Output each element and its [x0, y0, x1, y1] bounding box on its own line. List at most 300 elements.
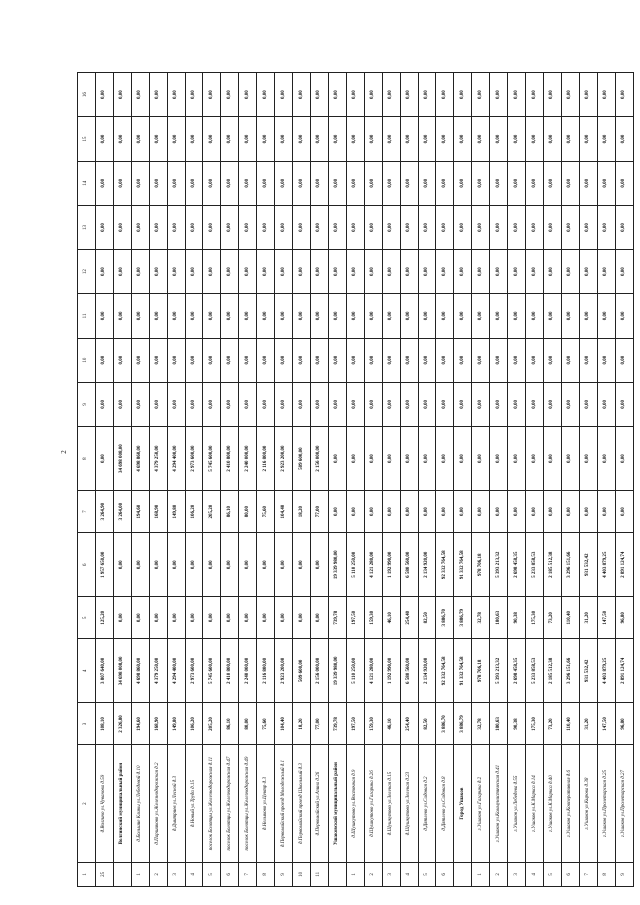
value-cell: 0,00 — [257, 294, 275, 338]
value-cell: 0,00 — [615, 73, 633, 117]
value-cell: 0,00 — [346, 338, 364, 382]
row-index-cell: 5 — [543, 862, 561, 886]
value-cell: 931 532,42 — [579, 533, 597, 597]
column-header: 1 — [78, 862, 96, 886]
value-cell: 3 886,70 — [436, 597, 454, 639]
rotated-table-area — [77, 72, 633, 887]
value-cell: 82,50 — [418, 703, 436, 745]
value-cell: 0,00 — [526, 117, 544, 161]
value-cell: 31,20 — [579, 703, 597, 745]
table-row — [400, 73, 418, 887]
row-index-cell — [454, 862, 472, 886]
value-cell: 0,00 — [490, 491, 508, 533]
value-cell: 0,00 — [167, 117, 185, 161]
value-cell: 0,00 — [346, 161, 364, 205]
value-cell: 31,20 — [579, 597, 597, 639]
value-cell: 0,00 — [382, 382, 400, 426]
value-cell: 0,00 — [454, 205, 472, 249]
value-cell: 0,00 — [490, 294, 508, 338]
address-cell: д.Первомайский проезд Школьный д.3 — [293, 745, 311, 862]
value-cell: 168,90 — [149, 703, 167, 745]
value-cell: 0,00 — [113, 205, 131, 249]
value-cell: 0,00 — [328, 382, 346, 426]
value-cell: 2 410 800,00 — [221, 639, 239, 703]
value-cell: 32,78 — [472, 597, 490, 639]
value-cell: 0,00 — [203, 382, 221, 426]
value-cell: 0,00 — [597, 294, 615, 338]
table-row — [364, 73, 382, 887]
value-cell: 197,50 — [346, 597, 364, 639]
value-cell: 2 410 800,00 — [221, 426, 239, 490]
row-index-cell — [113, 862, 131, 886]
value-cell: 0,00 — [615, 491, 633, 533]
value-cell: 0,00 — [490, 250, 508, 294]
value-cell: 0,00 — [328, 161, 346, 205]
value-cell: 3 264,90 — [95, 491, 113, 533]
value-cell: 0,00 — [382, 205, 400, 249]
value-cell: 0,00 — [400, 161, 418, 205]
value-cell: 0,00 — [436, 338, 454, 382]
value-cell: 0,00 — [221, 161, 239, 205]
value-cell: 0,00 — [328, 426, 346, 490]
value-cell: 6 580 560,00 — [400, 639, 418, 703]
row-index-cell: 11 — [310, 862, 328, 886]
row-index-cell: 4 — [185, 862, 203, 886]
value-cell: 2 185 512,38 — [543, 639, 561, 703]
address-cell: г.Ушаков ул.К.Маркса д.14 — [526, 745, 544, 862]
value-cell: 2 185 512,38 — [543, 533, 561, 597]
value-cell: 2 240 000,00 — [239, 639, 257, 703]
value-cell: 0,00 — [328, 205, 346, 249]
value-cell: 0,00 — [239, 294, 257, 338]
value-cell: 0,00 — [382, 117, 400, 161]
value-cell: 73,20 — [543, 597, 561, 639]
value-cell: 0,00 — [364, 294, 382, 338]
value-cell: 0,00 — [221, 533, 239, 597]
value-cell: 0,00 — [364, 73, 382, 117]
row-index-cell: 10 — [293, 862, 311, 886]
value-cell: 0,00 — [275, 205, 293, 249]
value-cell: 0,00 — [310, 294, 328, 338]
value-cell: 0,00 — [221, 73, 239, 117]
value-cell: 18,20 — [293, 491, 311, 533]
value-cell: 739,78 — [328, 597, 346, 639]
value-cell: 0,00 — [95, 338, 113, 382]
value-cell: 0,00 — [167, 161, 185, 205]
value-cell: 159,30 — [364, 703, 382, 745]
value-cell: 0,00 — [149, 294, 167, 338]
table-row — [543, 73, 561, 887]
data-table — [77, 72, 634, 887]
value-cell: 180,63 — [490, 597, 508, 639]
value-cell: 0,00 — [454, 250, 472, 294]
value-cell: 0,00 — [543, 338, 561, 382]
value-cell: 0,00 — [221, 597, 239, 639]
value-cell: 2 240 000,00 — [239, 426, 257, 490]
value-cell: 147,50 — [597, 703, 615, 745]
value-cell: 0,00 — [400, 117, 418, 161]
row-index-cell: 1 — [472, 862, 490, 886]
value-cell: 0,00 — [561, 338, 579, 382]
value-cell: 3 886,70 — [436, 703, 454, 745]
column-header: 7 — [78, 491, 96, 533]
row-index-cell: 1 — [131, 862, 149, 886]
value-cell: 0,00 — [615, 205, 633, 249]
value-cell: 0,00 — [508, 250, 526, 294]
value-cell: 0,00 — [543, 294, 561, 338]
value-cell: 0,00 — [310, 533, 328, 597]
value-cell: 0,00 — [131, 117, 149, 161]
value-cell: 0,00 — [185, 382, 203, 426]
value-cell: 0,00 — [257, 205, 275, 249]
table-row — [149, 73, 167, 887]
value-cell: 75,60 — [257, 491, 275, 533]
value-cell: 0,00 — [257, 117, 275, 161]
value-cell: 0,00 — [328, 338, 346, 382]
value-cell: 46,10 — [382, 703, 400, 745]
value-cell: 0,00 — [221, 382, 239, 426]
value-cell: 0,00 — [526, 426, 544, 490]
value-cell: 3 264,00 — [113, 491, 131, 533]
value-cell: 0,00 — [239, 382, 257, 426]
table-row — [490, 73, 508, 887]
value-cell: 19 339 980,00 — [328, 639, 346, 703]
value-cell: 0,00 — [597, 250, 615, 294]
row-index-cell: 6 — [561, 862, 579, 886]
row-index-cell: 9 — [615, 862, 633, 886]
value-cell: 0,00 — [275, 161, 293, 205]
value-cell: 0,00 — [364, 491, 382, 533]
value-cell: 0,00 — [346, 382, 364, 426]
value-cell: 0,00 — [257, 250, 275, 294]
value-cell: 1 192 990,00 — [382, 639, 400, 703]
row-index-cell: 25 — [95, 862, 113, 886]
value-cell: 0,00 — [418, 161, 436, 205]
table-row — [310, 73, 328, 887]
address-cell: Волгинский муниципальный район — [113, 745, 131, 862]
value-cell: 0,00 — [561, 426, 579, 490]
value-cell: 4 403 879,25 — [597, 639, 615, 703]
value-cell: 0,00 — [490, 382, 508, 426]
value-cell: 0,00 — [508, 426, 526, 490]
table-row — [382, 73, 400, 887]
value-cell: 0,00 — [221, 250, 239, 294]
value-cell: 96,80 — [615, 703, 633, 745]
value-cell: 0,00 — [454, 491, 472, 533]
value-cell: 0,00 — [95, 382, 113, 426]
value-cell: 0,00 — [436, 426, 454, 490]
value-cell: 0,00 — [436, 382, 454, 426]
value-cell: 0,00 — [346, 73, 364, 117]
value-cell: 509 600,00 — [293, 426, 311, 490]
value-cell: 0,00 — [113, 382, 131, 426]
value-cell: 0,00 — [543, 117, 561, 161]
address-cell: д.Волгино ул.Чуванова д.59 — [95, 745, 113, 862]
value-cell: 0,00 — [364, 117, 382, 161]
table-header-row — [78, 73, 96, 887]
value-cell: 0,00 — [561, 250, 579, 294]
address-cell: д.Первомайский проезд Молодежный д.1 — [275, 745, 293, 862]
value-cell: 0,00 — [472, 250, 490, 294]
value-cell: 0,00 — [257, 73, 275, 117]
value-cell: 0,00 — [275, 597, 293, 639]
value-cell: 0,00 — [149, 597, 167, 639]
value-cell: 0,00 — [561, 161, 579, 205]
value-cell: 0,00 — [472, 73, 490, 117]
address-cell: Город Ушаков — [454, 745, 472, 862]
address-cell: д.Шушкутово ул.Зеленая д.15 — [382, 745, 400, 862]
column-header: 15 — [78, 117, 96, 161]
value-cell: 0,00 — [185, 597, 203, 639]
address-cell: г.Ушаков ул.Пролетарская д.25 — [597, 745, 615, 862]
value-cell: 0,00 — [275, 250, 293, 294]
value-cell: 0,00 — [239, 117, 257, 161]
value-cell: 82,50 — [418, 597, 436, 639]
value-cell: 86,10 — [221, 491, 239, 533]
value-cell: 0,00 — [257, 338, 275, 382]
value-cell: 0,00 — [113, 117, 131, 161]
value-cell: 0,00 — [257, 533, 275, 597]
value-cell: 110,40 — [561, 703, 579, 745]
value-cell: 0,00 — [472, 294, 490, 338]
value-cell: 3 886,79 — [454, 597, 472, 639]
value-cell: 0,00 — [293, 250, 311, 294]
value-cell: 0,00 — [185, 73, 203, 117]
value-cell: 5 110 250,00 — [346, 639, 364, 703]
value-cell: 0,00 — [293, 205, 311, 249]
value-cell: 0,00 — [275, 117, 293, 161]
table-row — [131, 73, 149, 887]
value-cell: 0,00 — [472, 382, 490, 426]
value-cell: 0,00 — [257, 382, 275, 426]
value-cell: 0,00 — [167, 73, 185, 117]
table-row — [275, 73, 293, 887]
value-cell: 104,40 — [275, 703, 293, 745]
value-cell: 0,00 — [293, 117, 311, 161]
value-cell: 0,00 — [490, 161, 508, 205]
value-cell: 2 891 124,74 — [615, 639, 633, 703]
value-cell: 0,00 — [257, 597, 275, 639]
row-index-cell: 6 — [436, 862, 454, 886]
value-cell: 0,00 — [221, 205, 239, 249]
value-cell: 0,00 — [364, 382, 382, 426]
value-cell: 149,80 — [167, 491, 185, 533]
value-cell: 110,40 — [561, 597, 579, 639]
table-row — [526, 73, 544, 887]
value-cell: 106,20 — [185, 703, 203, 745]
address-cell: д.Дмитриев ул.Лесной д.3 — [167, 745, 185, 862]
value-cell: 0,00 — [149, 161, 167, 205]
value-cell: 0,00 — [597, 338, 615, 382]
value-cell: 91 332 764,58 — [454, 533, 472, 597]
value-cell: 0,00 — [490, 205, 508, 249]
value-cell: 2 891 124,74 — [615, 533, 633, 597]
value-cell: 254,40 — [400, 597, 418, 639]
value-cell: 0,00 — [400, 491, 418, 533]
value-cell: 0,00 — [615, 338, 633, 382]
value-cell: 3 296 151,66 — [561, 639, 579, 703]
value-cell: 0,00 — [131, 597, 149, 639]
value-cell: 197,50 — [346, 703, 364, 745]
address-cell: г.Ушаков ул.Кирова д.38 — [579, 745, 597, 862]
value-cell: 0,00 — [346, 491, 364, 533]
row-index-cell: 8 — [597, 862, 615, 886]
address-cell: г.Ушаков ул.Лебедева д.55 — [508, 745, 526, 862]
value-cell: 0,00 — [275, 382, 293, 426]
value-cell: 0,00 — [167, 294, 185, 338]
value-cell: 0,00 — [526, 338, 544, 382]
value-cell: 0,00 — [454, 426, 472, 490]
value-cell: 0,00 — [239, 250, 257, 294]
value-cell: 5 233 858,53 — [526, 533, 544, 597]
value-cell: 0,00 — [346, 117, 364, 161]
value-cell: 2 698 458,35 — [508, 533, 526, 597]
value-cell: 0,00 — [239, 533, 257, 597]
value-cell: 254,40 — [400, 703, 418, 745]
value-cell: 96,80 — [615, 597, 633, 639]
value-cell: 2 156 000,00 — [310, 639, 328, 703]
column-header: 5 — [78, 597, 96, 639]
address-cell: г.Ушаков ул.К.Маркса д.40 — [543, 745, 561, 862]
value-cell: 0,00 — [436, 161, 454, 205]
value-cell: 0,00 — [615, 426, 633, 490]
value-cell: 0,00 — [185, 250, 203, 294]
row-index-cell: 6 — [221, 862, 239, 886]
value-cell: 0,00 — [310, 73, 328, 117]
value-cell: 931 532,42 — [579, 639, 597, 703]
section-row — [113, 73, 131, 887]
value-cell: 0,00 — [472, 161, 490, 205]
row-index-cell: 2 — [364, 862, 382, 886]
value-cell: 2 923 200,00 — [275, 426, 293, 490]
value-cell: 0,00 — [310, 117, 328, 161]
table-row — [346, 73, 364, 887]
value-cell: 0,00 — [597, 205, 615, 249]
value-cell: 0,00 — [579, 426, 597, 490]
value-cell: 0,00 — [131, 205, 149, 249]
value-cell: 0,00 — [472, 117, 490, 161]
column-header: 10 — [78, 338, 96, 382]
address-cell: д.Шушкутово ул.Гагарина д.26 — [364, 745, 382, 862]
value-cell: 3 807 640,00 — [95, 639, 113, 703]
row-index-cell: 3 — [382, 862, 400, 886]
value-cell: 0,00 — [149, 533, 167, 597]
value-cell: 0,00 — [203, 597, 221, 639]
value-cell: 0,00 — [400, 382, 418, 426]
value-cell: 4 294 400,00 — [167, 426, 185, 490]
row-index-cell: 1 — [346, 862, 364, 886]
value-cell: 0,00 — [113, 161, 131, 205]
value-cell: 0,00 — [418, 294, 436, 338]
value-cell: 0,00 — [472, 491, 490, 533]
value-cell: 0,00 — [275, 533, 293, 597]
table-row — [257, 73, 275, 887]
address-cell: г.Ушаков ул.Гагарина д.2 — [472, 745, 490, 862]
value-cell: 6 580 560,00 — [400, 533, 418, 597]
column-header: 6 — [78, 533, 96, 597]
value-cell: 0,00 — [615, 117, 633, 161]
value-cell: 19 339 980,00 — [328, 533, 346, 597]
value-cell: 0,00 — [454, 294, 472, 338]
value-cell: 0,00 — [275, 294, 293, 338]
value-cell: 147,50 — [597, 597, 615, 639]
value-cell: 0,00 — [185, 533, 203, 597]
value-cell: 0,00 — [221, 294, 239, 338]
value-cell: 4 698 860,00 — [131, 639, 149, 703]
value-cell: 0,00 — [310, 382, 328, 426]
value-cell: 0,00 — [328, 117, 346, 161]
value-cell: 0,00 — [310, 338, 328, 382]
value-cell: 0,00 — [328, 250, 346, 294]
value-cell: 0,00 — [508, 382, 526, 426]
value-cell: 0,00 — [526, 294, 544, 338]
value-cell: 0,00 — [400, 73, 418, 117]
value-cell: 0,00 — [579, 73, 597, 117]
value-cell: 0,00 — [167, 533, 185, 597]
value-cell: 0,00 — [95, 205, 113, 249]
value-cell: 0,00 — [597, 491, 615, 533]
value-cell: 0,00 — [310, 161, 328, 205]
value-cell: 46,10 — [382, 597, 400, 639]
value-cell: 5 745 600,00 — [203, 426, 221, 490]
value-cell: 0,00 — [364, 205, 382, 249]
value-cell: 5 393 213,32 — [490, 639, 508, 703]
value-cell: 0,00 — [364, 426, 382, 490]
address-cell: поселок Болотцы ул.Железнодорожная д.49 — [239, 745, 257, 862]
address-cell: д.Шушкутово ул.Зеленая д.23 — [400, 745, 418, 862]
value-cell: 0,00 — [293, 597, 311, 639]
value-cell: 0,00 — [543, 491, 561, 533]
value-cell: 175,30 — [526, 703, 544, 745]
value-cell: 0,00 — [328, 294, 346, 338]
value-cell: 0,00 — [239, 161, 257, 205]
column-header: 16 — [78, 73, 96, 117]
address-cell: д.Шушкутово ул.Восточная д.9 — [346, 745, 364, 862]
value-cell: 0,00 — [615, 250, 633, 294]
address-cell: поселок Болотцы ул.Железнодорожная д.47 — [221, 745, 239, 862]
address-cell: г.Ушаков ул.Кооперативная д.6 — [561, 745, 579, 862]
value-cell: 0,00 — [454, 338, 472, 382]
value-cell: 3 886,79 — [454, 703, 472, 745]
value-cell: 0,00 — [382, 426, 400, 490]
value-cell: 0,00 — [95, 250, 113, 294]
column-header: 11 — [78, 294, 96, 338]
column-header: 14 — [78, 161, 96, 205]
value-cell: 2 134 920,00 — [418, 639, 436, 703]
value-cell: 205,20 — [203, 491, 221, 533]
value-cell: 0,00 — [454, 161, 472, 205]
value-cell: 0,00 — [561, 73, 579, 117]
address-cell: д.Дятлево ул.Садовая д.8 — [436, 745, 454, 862]
value-cell: 0,00 — [346, 294, 364, 338]
value-cell: 0,00 — [543, 382, 561, 426]
value-cell: 0,00 — [131, 338, 149, 382]
value-cell: 0,00 — [561, 205, 579, 249]
table-row — [579, 73, 597, 887]
value-cell: 0,00 — [400, 426, 418, 490]
value-cell: 0,00 — [454, 73, 472, 117]
value-cell: 34 698 008,00 — [113, 639, 131, 703]
value-cell: 180,63 — [490, 703, 508, 745]
value-cell: 0,00 — [113, 338, 131, 382]
value-cell: 0,00 — [95, 161, 113, 205]
value-cell: 4 698 860,00 — [131, 426, 149, 490]
value-cell: 4 121 280,00 — [364, 639, 382, 703]
value-cell: 5 745 600,00 — [203, 639, 221, 703]
value-cell: 77,00 — [310, 703, 328, 745]
value-cell: 0,00 — [203, 338, 221, 382]
value-cell: 2 973 600,00 — [185, 639, 203, 703]
